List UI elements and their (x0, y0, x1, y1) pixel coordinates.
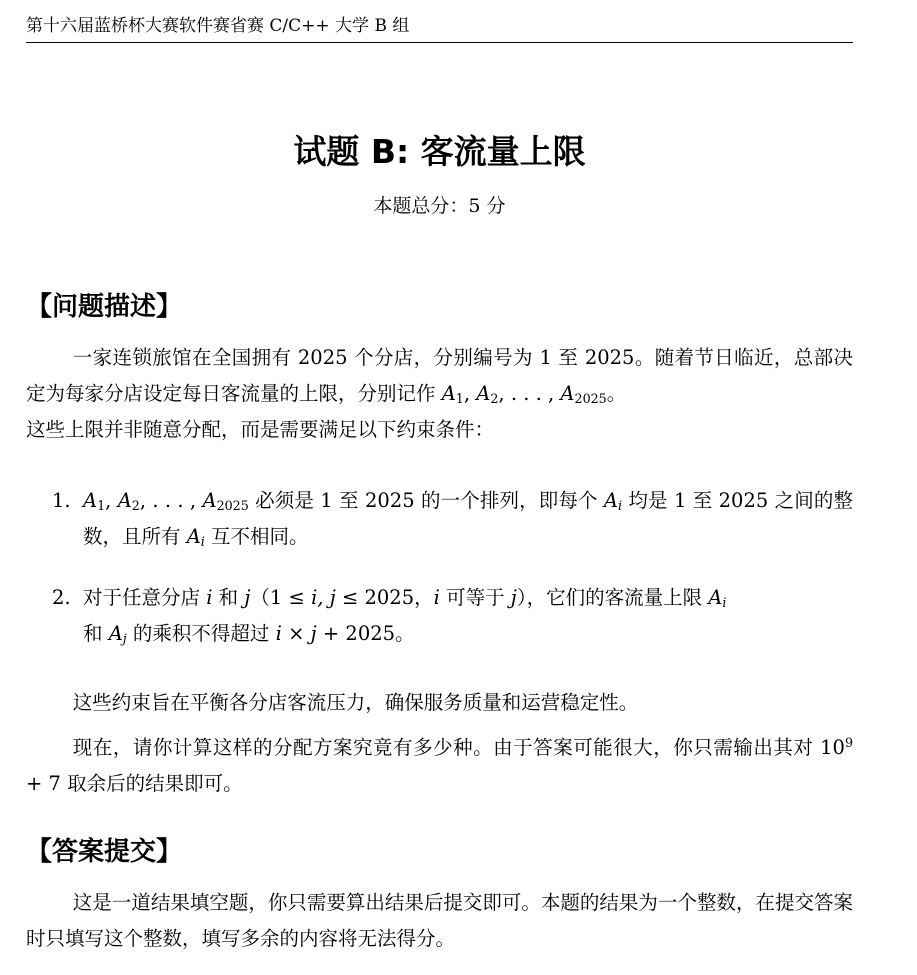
running-header: 第十六届蓝桥杯大赛软件赛省赛 C/C++ 大学 B 组 (26, 16, 410, 36)
item1-ai-2: $A_i$ (186, 525, 205, 550)
seq-ellipsis: , . . . , (498, 382, 561, 405)
description-heading: 【问题描述】 (26, 292, 183, 322)
description-paragraph-2: 这些约束旨在平衡各分店客流压力，确保服务质量和运营稳定性。 (72, 691, 639, 714)
item2-number: 2. (52, 586, 71, 609)
item1-text-c: 互不相同。 (204, 525, 309, 548)
seq-a2025: $A_{2025}$ (560, 382, 607, 407)
seq-a2: $A_2$ (476, 382, 499, 407)
item1-seq-a1: $A_1$ (83, 489, 106, 514)
problem-title: 试题 B: 客流量上限 (293, 132, 586, 171)
submission-heading: 【答案提交】 (26, 837, 183, 867)
seq-a1: $A_1$ (441, 382, 464, 407)
seq-comma: , (463, 382, 477, 405)
item1-seq-a2: $A_2$ (117, 489, 140, 514)
description-paragraph-3: 现在，请你计算这样的分配方案究竟有多少种。由于答案可能很大，你只需输出其对 $10^9 + 7$ 取余后的结果即可。 (26, 735, 853, 795)
constraint-item-2: 2. 对于任意分店 i 和 j（1 ≤ i, j ≤ 2025，i 可等于 j），它们的客流量上限 $A_i$ 和 $A_j$ 的乘积不得超过 i × j + 2025。 (26, 580, 853, 652)
p1-text-b: 。 (606, 382, 627, 405)
description-paragraph-1 (26, 340, 853, 448)
item2-ai: $A_i$ (708, 586, 727, 611)
item1-ai: $A_i$ (603, 489, 623, 514)
item1-number: 1. (52, 489, 71, 512)
problem-score: 本题总分：5 分 (373, 195, 506, 217)
p1-text-c: 这些上限并非随意分配，而是需要满足以下约束条件： (26, 418, 495, 441)
item1-seq-a2025: $A_{2025}$ (202, 489, 249, 514)
submission-paragraph: 这是一道结果填空题，你只需要算出结果后提交即可。本题的结果为一个整数，在提交答案时只填写这个整数，填写多余的内容将无法得分。 (26, 891, 853, 950)
header-rule (26, 42, 853, 43)
item1-text-a: 必须是 1 至 2025 的一个排列，即每个 (248, 489, 604, 512)
constraint-item-1: 1. $A_1$, $A_2$, . . . , $A_{2025}$ 必须是 1 至 2025 的一个排列，即每个 $A_i$ 均是 1 至 2025 之间的整数，且所有 $A_i$ 互不相同。 (26, 483, 853, 555)
item2-aj: $A_j$ (108, 622, 127, 647)
p1-text-a: 一家连锁旅馆在全国拥有 2025 个分店，分别编号为 1 至 2025。随着节日临近，总部决定为每家分店设定每日客流量的上限，分别记作 (26, 346, 853, 405)
item1-text-b: 均是 1 至 2025 之间的整数，且所有 (83, 489, 853, 548)
